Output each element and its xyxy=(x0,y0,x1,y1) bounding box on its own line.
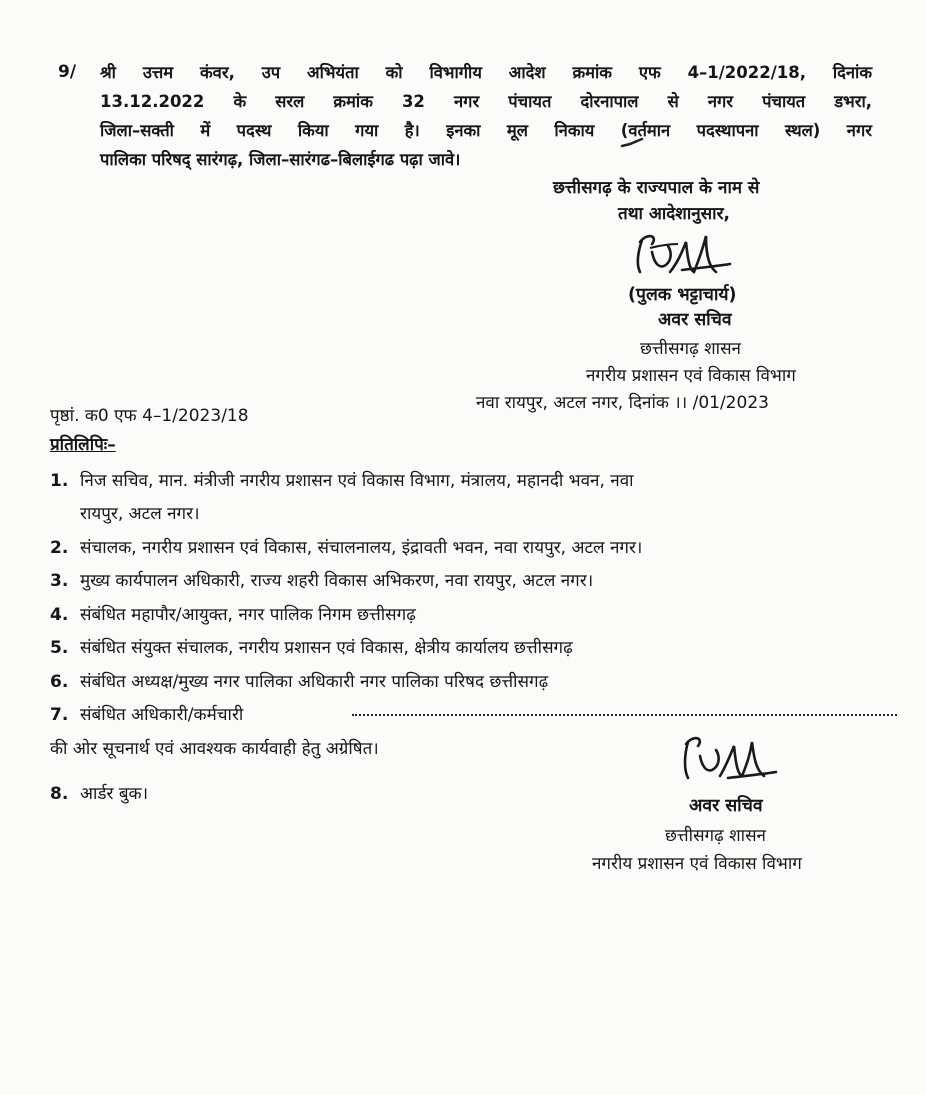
forwarding-note: की ओर सूचनार्थ एवं आवश्यक कार्यवाही हेतु अग्रेषित। xyxy=(50,739,379,759)
signature-image xyxy=(676,728,786,790)
signature-image xyxy=(628,222,738,284)
place-and-date: नवा रायपुर, अटल नगर, दिनांक ।। /01/2023 xyxy=(476,393,769,413)
department-name-2: नगरीय प्रशासन एवं विकास विभाग xyxy=(592,854,802,874)
copy-item-order-book: 8. आर्डर बुक। xyxy=(50,784,149,804)
copy-item: 1. निज सचिव, मान. मंत्रीजी नगरीय प्रशासन एवं विकास विभाग, मंत्रालय, महानदी भवन, नवा xyxy=(50,471,634,491)
copy-item: 6. संबंधित अध्यक्ष/मुख्य नगर पालिका अधिकारी नगर पालिका परिषद छत्तीसगढ़ xyxy=(50,672,549,692)
pen-tick-mark xyxy=(620,136,644,152)
paragraph-line: 13.12.2022 के सरल क्रमांक 32 नगर पंचायत दोरनापाल से नगर पंचायत डभरा, xyxy=(100,92,872,111)
paragraph-line: जिला–सक्ती में पदस्थ किया गया है। इनका मूल निकाय (वर्तमान पदस्थापना स्थल) नगर xyxy=(100,121,872,140)
paragraph-number: 9/ xyxy=(58,62,77,82)
copy-item: 5. संबंधित संयुक्त संचालक, नगरीय प्रशासन एवं विकास, क्षेत्रीय कार्यालय छत्तीसगढ़ xyxy=(50,638,573,658)
order-paragraph xyxy=(100,58,872,174)
copy-item: 4. संबंधित महापौर/आयुक्त, नगर पालिक निगम छत्तीसगढ़ xyxy=(50,605,416,625)
copy-item: 7. संबंधित अधिकारी/कर्मचारी xyxy=(50,705,244,725)
copy-item: 2. संचालक, नगरीय प्रशासन एवं विकास, संचालनालय, इंद्रावती भवन, नवा रायपुर, अटल नगर। xyxy=(50,538,643,558)
paragraph-line: पालिका परिषद् सारंगढ़, जिला–सारंगढ–बिलाईगढ पढ़ा जावे। xyxy=(100,150,461,169)
department-name: नगरीय प्रशासन एवं विकास विभाग xyxy=(586,366,796,386)
copy-item: रायपुर, अटल नगर। xyxy=(80,504,200,524)
governor-name-line: छत्तीसगढ़ के राज्यपाल के नाम से xyxy=(553,178,760,198)
dotted-fill-line xyxy=(352,714,897,716)
order-authority-line: तथा आदेशानुसार, xyxy=(618,204,730,224)
government-name: छत्तीसगढ़ शासन xyxy=(640,339,741,359)
paragraph-line: श्री उत्तम कंवर, उप अभियंता को विभागीय आदेश क्रमांक एफ 4–1/2022/18, दिनांक xyxy=(100,63,872,82)
signatory-designation-2: अवर सचिव xyxy=(689,796,763,816)
government-name-2: छत्तीसगढ़ शासन xyxy=(665,826,766,846)
signatory-name: (पुलक भट्टाचार्य) xyxy=(628,285,737,305)
copy-item: 3. मुख्य कार्यपालन अधिकारी, राज्य शहरी विकास अभिकरण, नवा रायपुर, अटल नगर। xyxy=(50,571,594,591)
copy-heading: प्रतिलिपिः– xyxy=(50,435,116,455)
endorsement-reference: पृष्ठां. क0 एफ 4–1/2023/18 xyxy=(50,406,249,426)
signatory-designation: अवर सचिव xyxy=(658,310,732,330)
